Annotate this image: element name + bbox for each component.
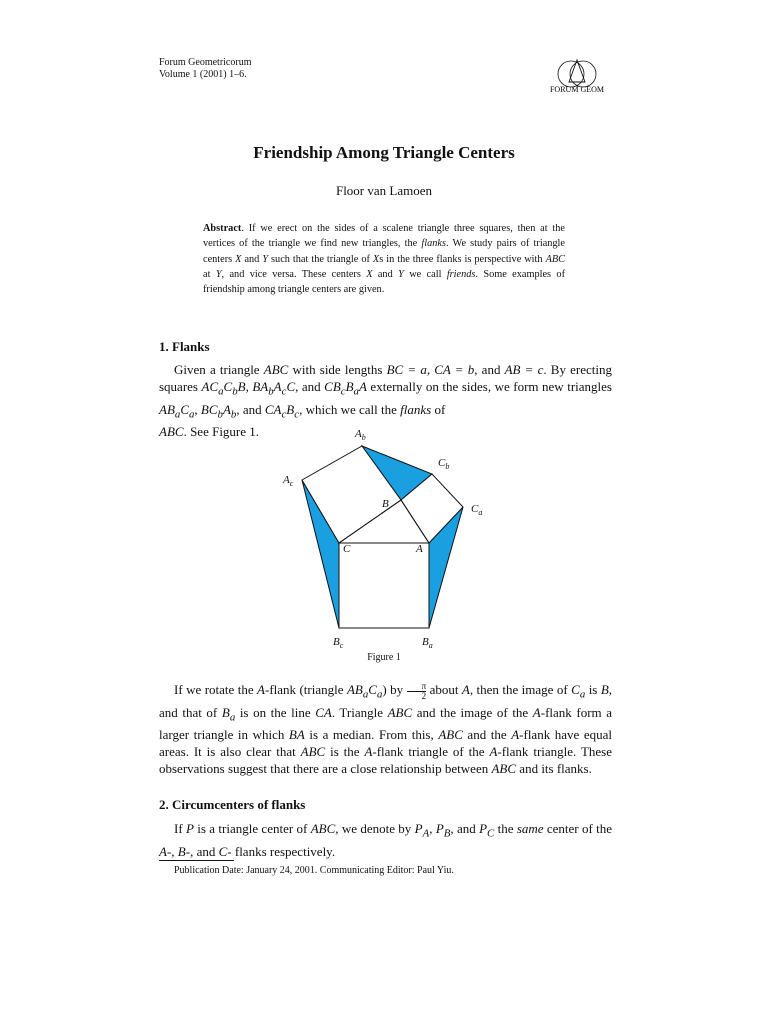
paper-author: Floor van Lamoen [335, 183, 433, 198]
label-ab: $A_b$ [355, 428, 366, 442]
label-a: A [416, 543, 423, 555]
label-ca: $C_a$ [471, 503, 483, 517]
section-1-heading: 1. Flanks [159, 339, 210, 354]
footnote: Publication Date: January 24, 2001. Communicating Editor: Paul Yiu. [174, 865, 454, 876]
section-2-heading: 2. Circumcenters of flanks [159, 797, 306, 812]
label-bc: $B_c$ [333, 636, 344, 650]
rotation-paragraph: If we rotate the A-flank (triangle $AB_aC_a$) by $\frac{\pi}{2}$ about A, then the image of $C_a$ is B, and that of $B_a$ is on the line CA. Triangle ABC and the image of the A-flank form a larger triangle in which BA is a median. From this, ABC and the A-flank have equal areas. It is also clear that ABC is the A-flank triangle of the A-flank triangle. These observations suggest that there are a close relationship between ABC and its flanks. [159, 680, 613, 777]
label-ac: $A_c$ [283, 474, 294, 488]
logo-text: FORUM GEOM [549, 85, 605, 94]
section-2-paragraph: If P is a triangle center of ABC, we denote by $P_A$, $P_B$, and $P_C$ the same center of the A-, B-, and C- flanks respectively. [159, 821, 612, 859]
journal-volume: Volume 1 (2001) 1–6. [159, 69, 247, 80]
label-b: B [382, 498, 389, 510]
journal-header [159, 57, 251, 81]
section-1-paragraph: Given a triangle ABC with side lengths BC = a, CA = b, and AB = c. By erecting squares $AC_aC_bB$, $BA_bA_cC$, and $CB_cB_aA$ externally on the sides, we form new triangles $AB_aC_a$, $BC_bA_b$, and $CA_cB_c$, which we call the flanks of ABC. See Figure 1. [159, 362, 612, 440]
abstract-label: Abstract [203, 223, 242, 234]
journal-name: Forum Geometricorum [159, 57, 252, 68]
footnote-rule [159, 860, 234, 861]
label-c: C [343, 543, 351, 555]
label-cb: $C_b$ [438, 457, 450, 471]
figure-1 [270, 424, 500, 656]
abstract: Abstract. If we erect on the sides of a scalene triangle three squares, then at the vertices of the triangle we find new triangles, the flanks. We study pairs of triangle centers X and Y such that the triangle of Xs in the three flanks is perspective with ABC at Y, and vice versa. These centers X and Y we call friends. Some examples of friendship among triangle centers are given. [203, 223, 566, 296]
paper-title: Friendship Among Triangle Centers [253, 143, 515, 162]
label-ba: $B_a$ [422, 636, 433, 650]
square-on-ca [339, 543, 429, 628]
figure-1-caption: Figure 1 [367, 652, 401, 663]
journal-logo [545, 56, 609, 96]
